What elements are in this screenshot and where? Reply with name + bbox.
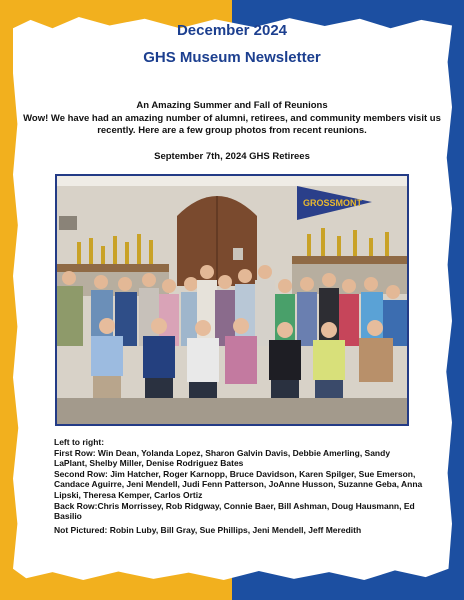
- names-heading: Left to right:: [54, 437, 105, 447]
- pennant-text: GROSSMONT: [303, 198, 363, 208]
- group-photo-illustration: [57, 176, 407, 424]
- group-photo: [55, 174, 409, 426]
- not-pictured-names: Not Pictured: Robin Luby, Bill Gray, Sue Phillips, Jeni Mendell, Jeff Meredith: [54, 524, 362, 535]
- names-list: [54, 437, 424, 535]
- section-heading: An Amazing Summer and Fall of Reunions: [136, 100, 328, 111]
- photo-caption: September 7th, 2024 GHS Retirees: [154, 151, 310, 162]
- second-row-names: Second Row: Jim Hatcher, Roger Karnopp, Bruce Davidson, Karen Spilger, Sue Emerson, Candace Aguirre, Jeni Mendell, Judi Fenn Patterson, JoAnne Husson, Suzanne Geba, Anna Lipski, Theresa Kemper, Carlos Ortiz: [54, 468, 423, 500]
- back-row-names: Back Row:Chris Morrissey, Rob Ridgway, Connie Baer, Bill Ashman, Doug Hausmann, Ed Basilio: [54, 500, 415, 522]
- newsletter-date-title: December 2024: [176, 22, 288, 39]
- intro-paragraph: Wow! We have had an amazing number of alumni, retirees, and community members visit us recently. Here are a few group photos from recent reunions.: [23, 113, 441, 136]
- newsletter-title: GHS Museum Newsletter: [143, 49, 321, 66]
- first-row-names: First Row: Win Dean, Yolanda Lopez, Sharon Galvin Davis, Debbie Amerling, Sandy LaPlant, Shelby Miller, Denise Rodriguez Bates: [54, 447, 391, 469]
